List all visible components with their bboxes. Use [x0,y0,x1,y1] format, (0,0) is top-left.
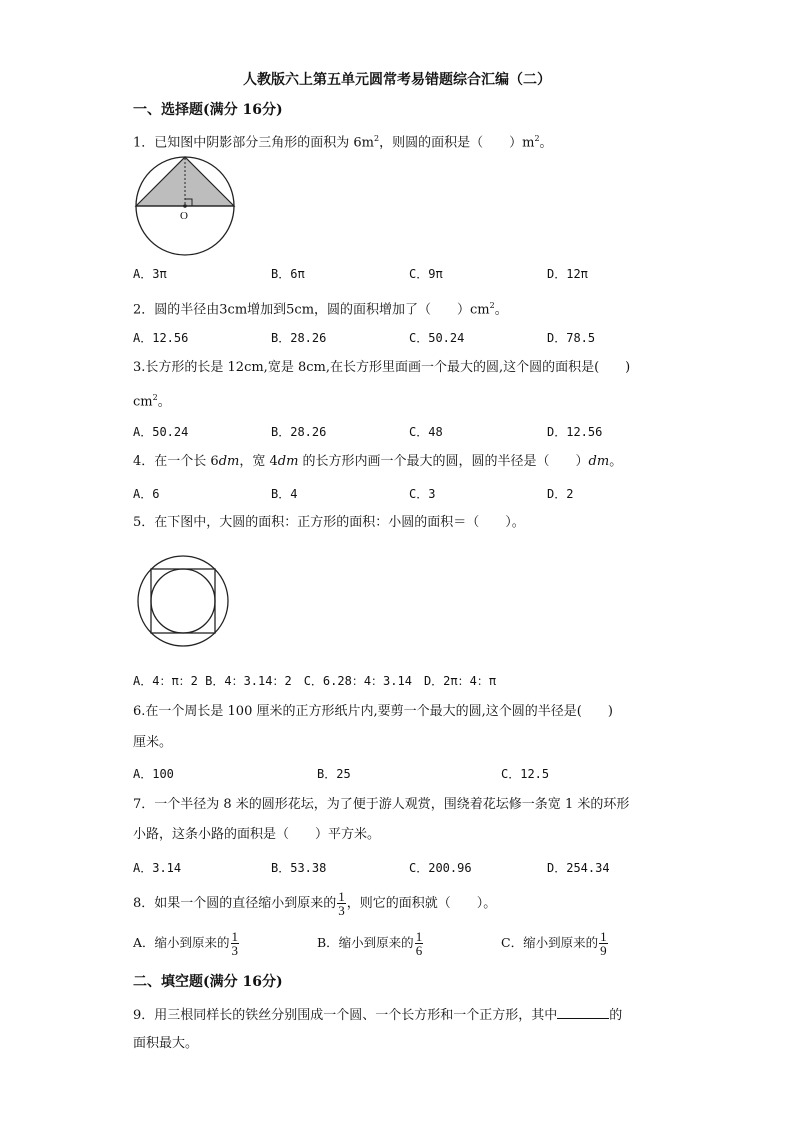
q6-option-c[interactable]: C．12.5 [501,767,550,781]
center-label: O [180,210,188,222]
section-heading-fill: 二、填空题(满分 16分) [133,974,283,990]
small-circle [151,569,215,633]
fraction: $\frac{1}{6}$ [415,929,423,958]
q6-option-b[interactable]: B．25 [317,767,351,781]
q4-option-b[interactable]: B．4 [271,487,298,501]
question-7-line-1: 7．一个半径为 8 米的圆形花坛，为了便于游人观赏，围绕着花坛修一条宽 1 米的环形 [133,797,630,812]
question-3-line-1: 3.长方形的长是 12cm,宽是 8cm,在长方形里面画一个最大的圆,这个圆的面积是( ) [133,360,631,375]
q2-option-c[interactable]: C．50.24 [409,331,465,345]
question-4: 4．在一个长 6dm，宽 4dm 的长方形内画一个最大的圆，圆的半径是（ ）dm。 [133,454,623,469]
q2-option-b[interactable]: B．28.26 [271,331,327,345]
question-9-line-1: 9．用三根同样长的铁丝分别围成一个圆、一个长方形和一个正方形，其中 的 [133,1004,622,1025]
fraction: $\frac{1}{9}$ [600,929,607,958]
answer-blank[interactable] [557,1004,609,1019]
question-1: 1．已知图中阴影部分三角形的面积为 $6m^2$，则圆的面积是（ ）$m^2$。 [133,134,553,151]
q1-option-a[interactable]: A．3π [133,267,167,281]
q1-option-b[interactable]: B．6π [271,267,305,281]
question-3-line-2: $cm^2$。 [133,393,171,410]
page-title: 人教版六上第五单元圆常考易错题综合汇编（二） [243,72,551,88]
q8-option-a[interactable]: A．缩小到原来的 $\frac{1}{3}$ [133,929,239,958]
q4-option-d[interactable]: D．2 [547,487,574,501]
question-7-line-2: 小路，这条小路的面积是（ ）平方米。 [133,827,381,842]
q8-option-b[interactable]: B．缩小到原来的 $\frac{1}{6}$ [317,929,423,958]
q1-option-d[interactable]: D．12π [547,267,588,281]
question-2: 2．圆的半径由3cm增加到5cm，圆的面积增加了（ ）$cm^2$。 [133,301,508,318]
q4-option-c[interactable]: C．3 [409,487,436,501]
q3-option-a[interactable]: A．50.24 [133,425,189,439]
q3-option-b[interactable]: B．28.26 [271,425,327,439]
question-5: 5．在下图中，大圆的面积：正方形的面积：小圆的面积＝（ ）。 [133,515,525,530]
center-point [183,204,187,208]
q7-option-b[interactable]: B．53.38 [271,861,327,875]
question-6-line-1: 6.在一个周长是 100 厘米的正方形纸片内,要剪一个最大的圆,这个圆的半径是( ) [133,704,613,719]
figure-circles-square [136,554,230,648]
q6-option-a[interactable]: A．100 [133,767,174,781]
q7-option-c[interactable]: C．200.96 [409,861,472,875]
q2-option-a[interactable]: A．12.56 [133,331,189,345]
q7-option-d[interactable]: D．254.34 [547,861,610,875]
question-8: 8．如果一个圆的直径缩小到原来的 $\frac{1}{3}$ ，则它的面积就（ ）。 [133,889,497,918]
fraction: $\frac{1}{3}$ [231,929,239,958]
q8-option-c[interactable]: C．缩小到原来的 $\frac{1}{9}$ [501,929,607,958]
q1-option-c[interactable]: C．9π [409,267,443,281]
section-heading-choice: 一、选择题(满分 16分) [133,102,283,118]
q7-option-a[interactable]: A．3.14 [133,861,182,875]
q2-option-d[interactable]: D．78.5 [547,331,596,345]
fraction-one-third: $\frac{1}{3}$ [338,889,345,918]
q5-options[interactable]: A．4：π：2 B．4：3.14：2 C．6.28：4：3.14 D．2π：4：π [133,674,497,688]
question-6-line-2: 厘米。 [133,735,173,750]
q3-option-c[interactable]: C．48 [409,425,443,439]
figure-circle-triangle [132,156,238,260]
q4-option-a[interactable]: A．6 [133,487,160,501]
q3-option-d[interactable]: D．12.56 [547,425,603,439]
question-9-line-2: 面积最大。 [133,1036,199,1051]
